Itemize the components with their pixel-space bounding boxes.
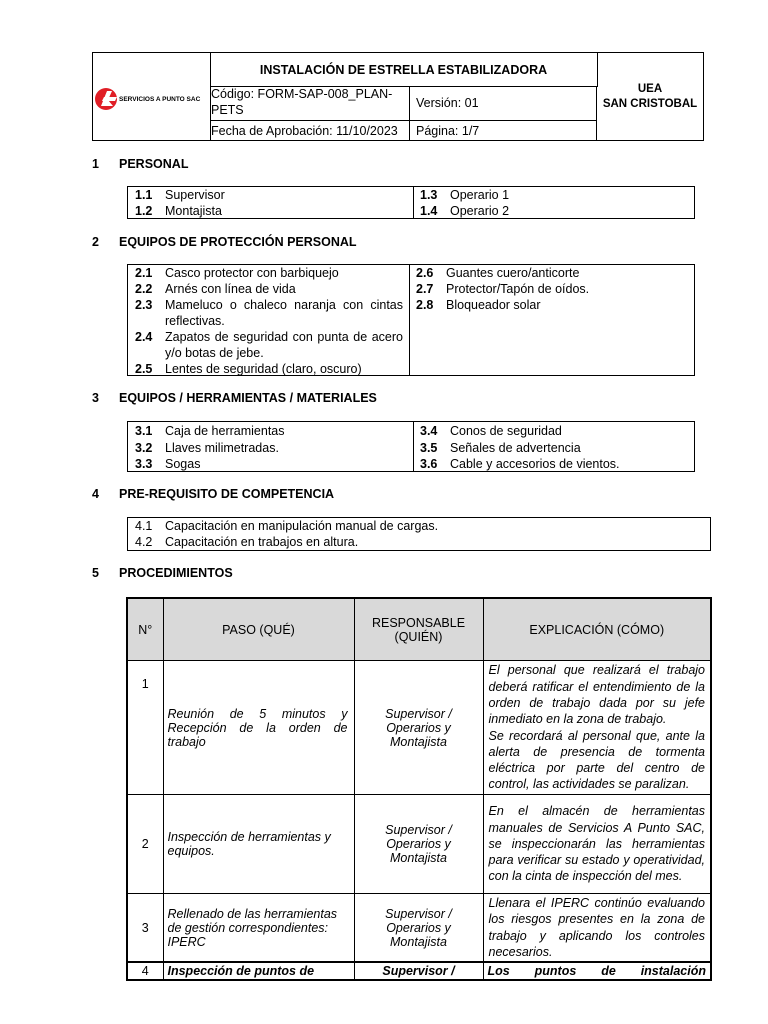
item-number: 1.4 bbox=[420, 204, 438, 218]
row-step: Inspección de herramientas y equipos. bbox=[163, 795, 354, 894]
row-responsible: Supervisor / Operarios y Montajista bbox=[354, 795, 483, 894]
section-number: 1 bbox=[92, 157, 99, 171]
item-text: Operario 1 bbox=[450, 188, 510, 202]
row-step: Reunión de 5 minutos y Recepción de la orden de trabajo bbox=[163, 661, 354, 795]
item-text: Mameluco o chaleco naranja con cintas reflectivas. bbox=[165, 298, 403, 328]
section-number: 2 bbox=[92, 235, 99, 249]
row-responsible: Supervisor / Operarios y Montajista bbox=[354, 661, 483, 795]
row-number: 3 bbox=[127, 894, 163, 963]
row-number: 4 bbox=[127, 962, 163, 980]
document-version: Versión: 01 bbox=[410, 86, 597, 121]
company-logo bbox=[93, 53, 211, 140]
list-item bbox=[413, 423, 694, 440]
list-item bbox=[413, 440, 694, 457]
list-item bbox=[128, 423, 413, 440]
uea-label: UEA bbox=[637, 82, 663, 95]
section-number: 5 bbox=[92, 566, 99, 580]
section-heading-5 bbox=[92, 566, 233, 580]
list-item bbox=[409, 297, 694, 313]
item-text: Supervisor bbox=[165, 188, 225, 202]
page-number: Página: 1/7 bbox=[410, 121, 597, 140]
row-number: 2 bbox=[127, 795, 163, 894]
item-text: Lentes de seguridad (claro, oscuro) bbox=[165, 362, 362, 376]
item-number: 3.2 bbox=[135, 440, 153, 455]
section-heading-4 bbox=[92, 487, 334, 501]
list-item bbox=[128, 329, 409, 361]
item-number: 3.5 bbox=[420, 440, 438, 455]
list-item bbox=[128, 187, 413, 203]
list-item bbox=[128, 297, 409, 329]
section-heading-1 bbox=[92, 157, 188, 171]
list-item bbox=[128, 456, 413, 473]
item-number: 3.3 bbox=[135, 457, 153, 471]
item-text: Conos de seguridad bbox=[450, 424, 562, 438]
item-text: Señales de advertencia bbox=[450, 440, 581, 455]
row-explanation bbox=[483, 661, 711, 795]
item-text: Casco protector con barbiquejo bbox=[165, 266, 339, 280]
item-number: 2.2 bbox=[135, 282, 153, 296]
approval-date: Fecha de Aprobación: 11/10/2023 bbox=[210, 121, 410, 140]
item-text: Caja de herramientas bbox=[165, 424, 285, 438]
item-number: 4.2 bbox=[135, 535, 153, 549]
list-item bbox=[128, 440, 413, 457]
procedure-table bbox=[126, 597, 712, 981]
col-header-responsible: RESPONSABLE (QUIÉN) bbox=[354, 598, 483, 661]
item-number: 2.4 bbox=[135, 330, 153, 344]
item-text: Arnés con línea de vida bbox=[165, 282, 296, 296]
item-number: 3.6 bbox=[420, 457, 438, 471]
table-row bbox=[127, 894, 711, 963]
item-text: Operario 2 bbox=[450, 204, 510, 218]
item-number: 3.4 bbox=[420, 424, 438, 438]
explanation-paragraph: Se recordará al personal que, ante la alerta de presencia de tormenta eléctrica por parte del centro de control, las actividades se paralizan. bbox=[488, 728, 705, 792]
section-title: EQUIPOS / HERRAMIENTAS / MATERIALES bbox=[119, 391, 377, 405]
item-number: 2.1 bbox=[135, 266, 153, 280]
row-responsible: Supervisor / Operarios y Montajista bbox=[354, 894, 483, 963]
item-number: 3.1 bbox=[135, 424, 153, 438]
table-row bbox=[127, 795, 711, 894]
section-title: PERSONAL bbox=[119, 157, 189, 171]
item-text: Llaves milimetradas. bbox=[165, 440, 279, 455]
list-item bbox=[128, 203, 413, 219]
item-number: 1.3 bbox=[420, 188, 438, 202]
row-explanation: Llenara el IPERC continúo evaluando los riesgos presentes en la zona de trabajo y aplicando los controles necesarios. bbox=[483, 894, 711, 963]
list-item bbox=[413, 187, 694, 203]
section-heading-2 bbox=[92, 235, 357, 249]
row-explanation: En el almacén de herramientas manuales de Servicios A Punto SAC, se inspeccionarán las herramientas para verificar su estado y operatividad, con la cinta de inspección del mes. bbox=[483, 795, 711, 894]
item-number: 2.6 bbox=[416, 266, 434, 280]
table-row bbox=[127, 661, 711, 795]
list-item bbox=[128, 518, 710, 534]
uea-name: SAN CRISTOBAL bbox=[602, 97, 698, 110]
document-header bbox=[92, 52, 704, 141]
section-number: 3 bbox=[92, 391, 99, 405]
section-title: EQUIPOS DE PROTECCIÓN PERSONAL bbox=[119, 235, 357, 249]
item-text: Capacitación en trabajos en altura. bbox=[165, 535, 359, 549]
document-title: INSTALACIÓN DE ESTRELLA ESTABILIZADORA bbox=[210, 53, 598, 87]
list-item bbox=[128, 265, 409, 281]
uea-block bbox=[597, 53, 703, 140]
row-step: Rellenado de las herramientas de gestión correspondientes: IPERC bbox=[163, 894, 354, 963]
list-item bbox=[413, 456, 694, 473]
row-number: 1 bbox=[127, 661, 163, 795]
explanation-paragraph: El personal que realizará el trabajo deberá ratificar el entendimiento de la orden de trabajo dada por su jefe inmediato en la zona de trabajo. bbox=[488, 663, 705, 727]
item-text: Capacitación en manipulación manual de cargas. bbox=[165, 519, 439, 533]
section-title: PRE-REQUISITO DE COMPETENCIA bbox=[119, 487, 335, 501]
document-code: Código: FORM-SAP-008_PLAN-PETS bbox=[210, 86, 410, 121]
list-item bbox=[128, 281, 409, 297]
row-step: Inspección de puntos de bbox=[163, 962, 354, 980]
item-number: 4.1 bbox=[135, 519, 153, 533]
item-text: Protector/Tapón de oídos. bbox=[446, 282, 590, 296]
row-responsible: Supervisor / bbox=[354, 962, 483, 980]
item-text: Montajista bbox=[165, 204, 222, 218]
list-item bbox=[128, 361, 409, 377]
list-item bbox=[413, 203, 694, 219]
item-text: Cable y accesorios de vientos. bbox=[450, 457, 620, 471]
item-number: 2.3 bbox=[135, 298, 153, 312]
table-row bbox=[127, 962, 711, 980]
list-item bbox=[409, 265, 694, 281]
tools-box bbox=[127, 421, 695, 472]
row-explanation: Los puntos de instalación bbox=[483, 962, 711, 980]
item-number: 2.8 bbox=[416, 298, 434, 312]
item-text: Guantes cuero/anticorte bbox=[446, 266, 580, 280]
list-item bbox=[128, 534, 710, 550]
list-item bbox=[409, 281, 694, 297]
item-number: 1.1 bbox=[135, 188, 153, 202]
item-text: Sogas bbox=[165, 457, 201, 471]
col-header-number: N° bbox=[127, 598, 163, 661]
item-number: 2.7 bbox=[416, 282, 434, 296]
section-number: 4 bbox=[92, 487, 99, 501]
competence-box bbox=[127, 517, 711, 551]
col-header-step: PASO (QUÉ) bbox=[163, 598, 354, 661]
item-number: 1.2 bbox=[135, 204, 153, 218]
section-heading-3 bbox=[92, 391, 377, 405]
personal-box bbox=[127, 186, 695, 219]
table-header-row bbox=[127, 598, 711, 661]
col-header-explanation: EXPLICACIÓN (CÓMO) bbox=[483, 598, 711, 661]
item-text: Zapatos de seguridad con punta de acero y/o botas de jebe. bbox=[165, 330, 403, 360]
section-title: PROCEDIMIENTOS bbox=[119, 566, 233, 580]
epp-box bbox=[127, 264, 695, 376]
item-text: Bloqueador solar bbox=[446, 298, 541, 312]
item-number: 2.5 bbox=[135, 362, 153, 376]
company-name: SERVICIOS A PUNTO SAC bbox=[119, 96, 201, 103]
